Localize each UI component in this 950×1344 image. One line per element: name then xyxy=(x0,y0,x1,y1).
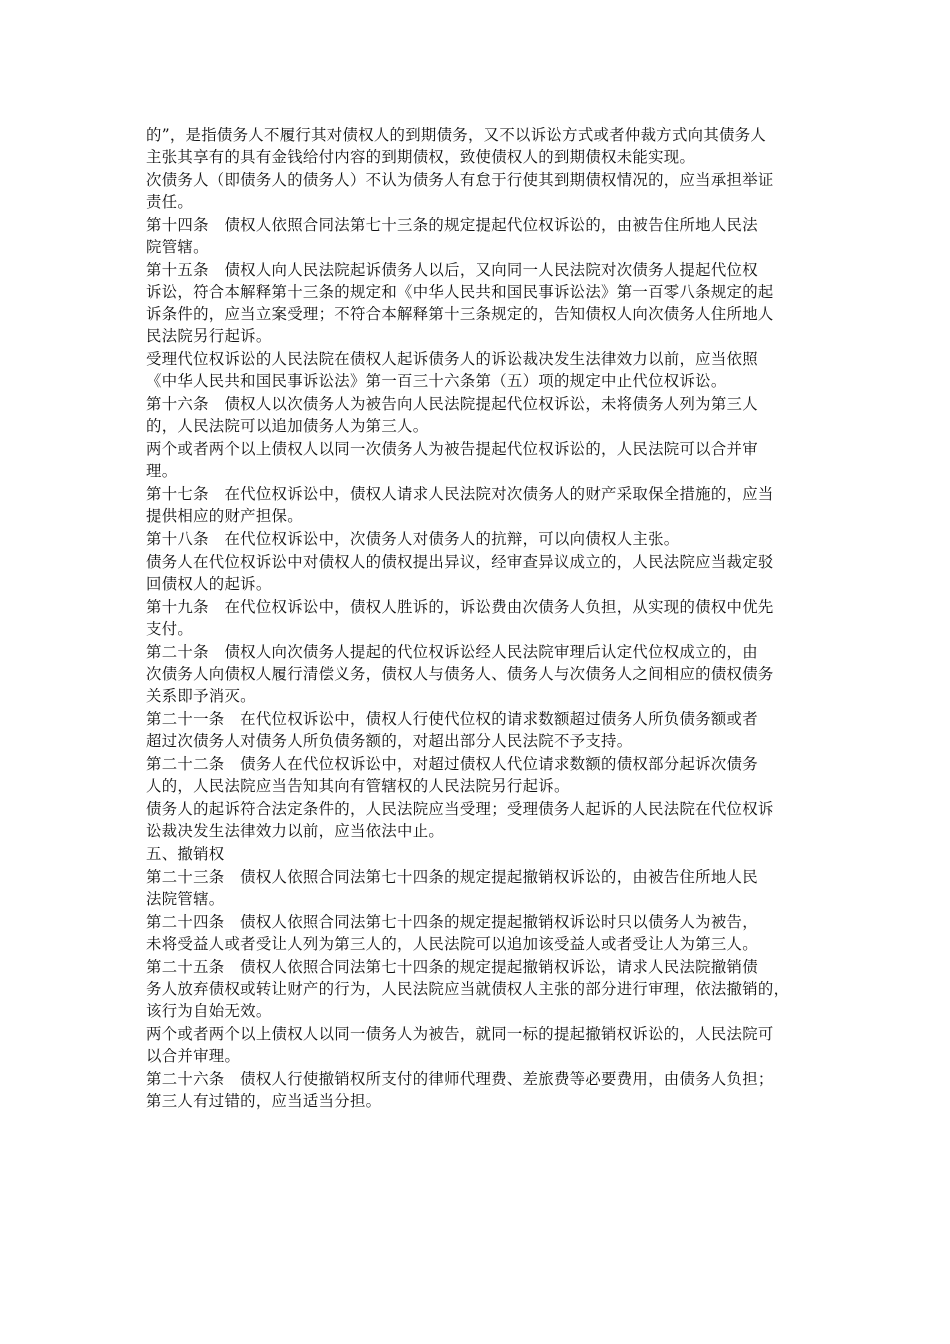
text-line: 该行为自始无效。 xyxy=(146,1002,272,1020)
paragraph xyxy=(146,214,816,258)
text-line: 人的，人民法院应当告知其向有管辖权的人民法院另行起诉。 xyxy=(146,777,570,795)
paragraph xyxy=(146,259,816,347)
text-line: 民法院另行起诉。 xyxy=(146,327,272,345)
text-line: 的”，是指债务人不履行其对债权人的到期债务，又不以诉讼方式或者仲裁方式向其债务人 xyxy=(146,126,767,144)
text-line: 提供相应的财产担保。 xyxy=(146,507,303,525)
paragraph xyxy=(146,708,816,752)
text-line: 第十四条 债权人依照合同法第七十三条的规定提起代位权诉讼的，由被告住所地人民法 xyxy=(146,216,758,234)
text-line: 的，人民法院可以追加债务人为第三人。 xyxy=(146,417,429,435)
text-line: 超过次债务人对债务人所负债务额的，对超出部分人民法院不予支持。 xyxy=(146,732,633,750)
text-line: 五、撤销权 xyxy=(146,845,225,863)
text-line: 第十五条 债权人向人民法院起诉债务人以后，又向同一人民法院对次债务人提起代位权 xyxy=(146,261,758,279)
text-line: 受理代位权诉讼的人民法院在债权人起诉债务人的诉讼裁决发生法律效力以前，应当依照 xyxy=(146,350,758,368)
text-line: 次债务人（即债务人的债务人）不认为债务人有怠于行使其到期债权情况的，应当承担举证 xyxy=(146,171,774,189)
text-line: 法院管辖。 xyxy=(146,890,225,908)
text-line: 责任。 xyxy=(146,193,194,211)
text-line: 第二十五条 债权人依照合同法第七十四条的规定提起撤销权诉讼，请求人民法院撤销债 xyxy=(146,958,758,976)
text-line: 院管辖。 xyxy=(146,238,209,256)
text-line: 两个或者两个以上债权人以同一次债务人为被告提起代位权诉讼的，人民法院可以合并审 xyxy=(146,440,758,458)
text-line: 第二十四条 债权人依照合同法第七十四条的规定提起撤销权诉讼时只以债务人为被告， xyxy=(146,913,758,931)
document-page xyxy=(146,124,816,1113)
paragraph xyxy=(146,798,816,842)
paragraph xyxy=(146,483,816,527)
paragraph xyxy=(146,866,816,910)
paragraph xyxy=(146,956,816,1022)
text-line: 第三人有过错的，应当适当分担。 xyxy=(146,1092,382,1110)
paragraph xyxy=(146,528,816,550)
text-line: 第十八条 在代位权诉讼中，次债务人对债务人的抗辩，可以向债权人主张。 xyxy=(146,530,680,548)
paragraph xyxy=(146,1023,816,1067)
text-line: 务人放弃债权或转让财产的行为，人民法院应当就债权人主张的部分进行审理，依法撤销的， xyxy=(146,980,790,998)
text-line: 第二十三条 债权人依照合同法第七十四条的规定提起撤销权诉讼的，由被告住所地人民 xyxy=(146,868,758,886)
text-line: 第二十条 债权人向次债务人提起的代位权诉讼经人民法院审理后认定代位权成立的，由 xyxy=(146,643,758,661)
text-line: 诉讼，符合本解释第十三条的规定和《中华人民共和国民事诉讼法》第一百零八条规定的起 xyxy=(146,283,774,301)
paragraph xyxy=(146,393,816,437)
text-line: 诉条件的，应当立案受理；不符合本解释第十三条规定的，告知债权人向次债务人住所地人 xyxy=(146,305,774,323)
paragraph xyxy=(146,596,816,640)
paragraph xyxy=(146,1068,816,1112)
text-line: 理。 xyxy=(146,462,178,480)
paragraph xyxy=(146,911,816,955)
text-line: 主张其享有的具有金钱给付内容的到期债权，致使债权人的到期债权未能实现。 xyxy=(146,148,696,166)
text-line: 支付。 xyxy=(146,620,194,638)
text-line: 次债务人向债权人履行清偿义务，债权人与债务人、债务人与次债务人之间相应的债权债务 xyxy=(146,665,774,683)
paragraph xyxy=(146,124,816,168)
text-line: 第十九条 在代位权诉讼中，债权人胜诉的，诉讼费由次债务人负担，从实现的债权中优先 xyxy=(146,598,774,616)
text-line: 第二十一条 在代位权诉讼中，债权人行使代位权的请求数额超过债务人所负债务额或者 xyxy=(146,710,758,728)
paragraph xyxy=(146,169,816,213)
paragraph xyxy=(146,753,816,797)
text-line: 第十六条 债权人以次债务人为被告向人民法院提起代位权诉讼，未将债务人列为第三人 xyxy=(146,395,758,413)
text-line: 回债权人的起诉。 xyxy=(146,575,272,593)
text-line: 债务人在代位权诉讼中对债权人的债权提出异议，经审查异议成立的，人民法院应当裁定驳 xyxy=(146,553,774,571)
text-line: 两个或者两个以上债权人以同一债务人为被告，就同一标的提起撤销权诉讼的，人民法院可 xyxy=(146,1025,774,1043)
paragraph xyxy=(146,551,816,595)
paragraph xyxy=(146,438,816,482)
paragraph xyxy=(146,348,816,392)
text-line: 第二十六条 债权人行使撤销权所支付的律师代理费、差旅费等必要费用，由债务人负担； xyxy=(146,1070,774,1088)
text-line: 未将受益人或者受让人列为第三人的，人民法院可以追加该受益人或者受让人为第三人。 xyxy=(146,935,758,953)
paragraph xyxy=(146,641,816,707)
text-line: 《中华人民共和国民事诉讼法》第一百三十六条第（五）项的规定中止代位权诉讼。 xyxy=(146,372,727,390)
text-line: 债务人的起诉符合法定条件的，人民法院应当受理；受理债务人起诉的人民法院在代位权诉 xyxy=(146,800,774,818)
text-line: 第十七条 在代位权诉讼中，债权人请求人民法院对次债务人的财产采取保全措施的，应当 xyxy=(146,485,774,503)
text-line: 讼裁决发生法律效力以前，应当依法中止。 xyxy=(146,822,445,840)
text-line: 以合并审理。 xyxy=(146,1047,241,1065)
text-line: 第二十二条 债务人在代位权诉讼中，对超过债权人代位请求数额的债权部分起诉次债务 xyxy=(146,755,758,773)
paragraph xyxy=(146,843,816,865)
text-line: 关系即予消灭。 xyxy=(146,687,256,705)
